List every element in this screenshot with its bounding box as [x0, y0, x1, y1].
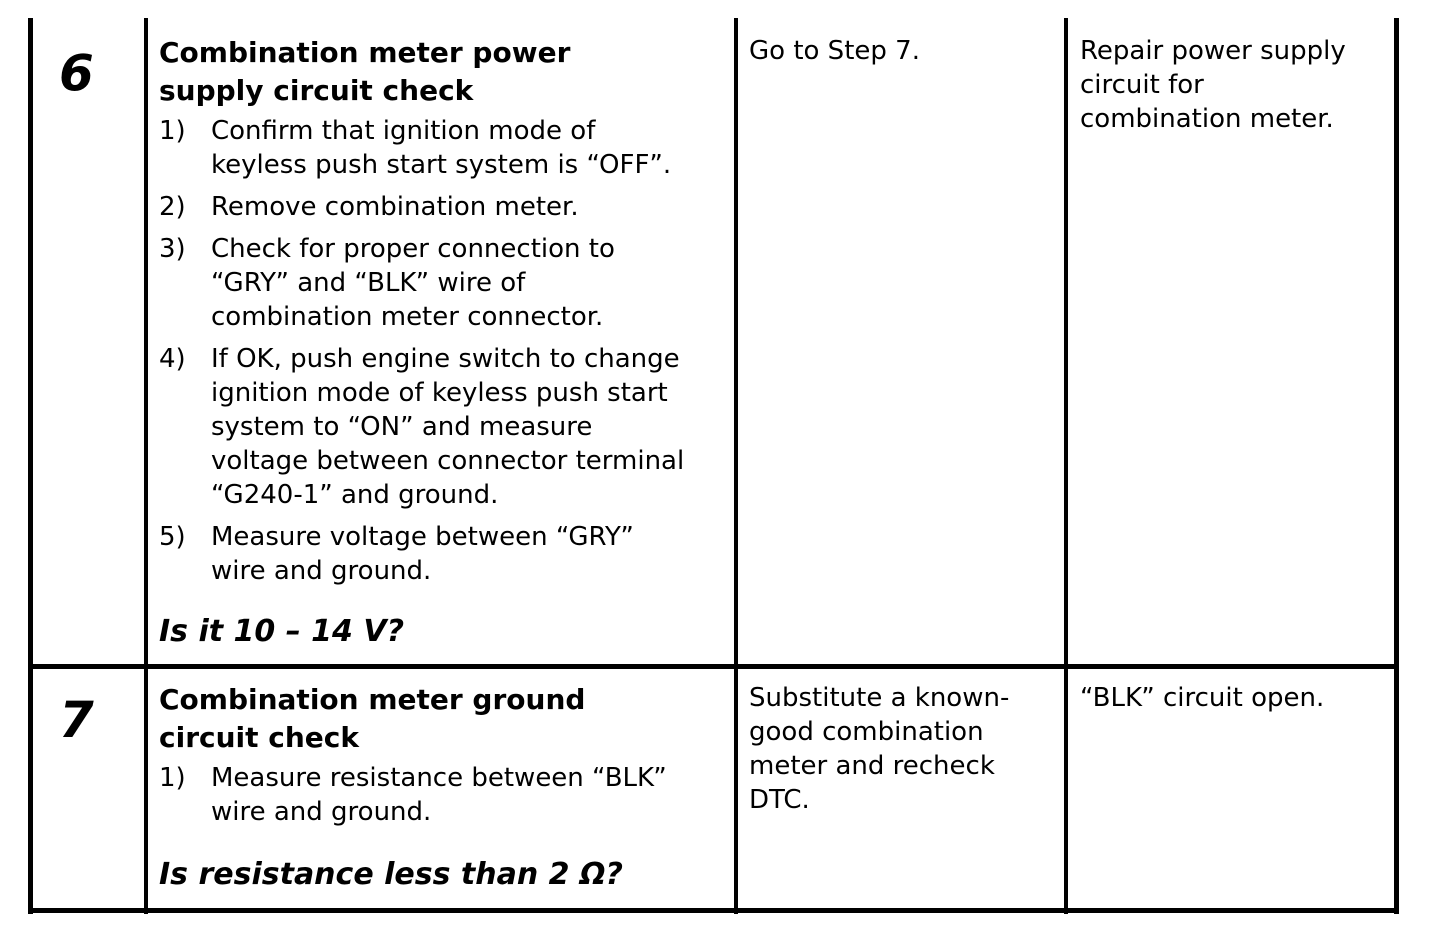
step-number: 6	[59, 44, 94, 102]
no-action-cell: “BLK” circuit open.	[1080, 683, 1325, 713]
list-item: 4) If OK, push engine switch to change ignition mode of keyless push start system to “ON” and measure voltage between connector terminal “G240-1” and ground.	[159, 344, 685, 510]
yes-action-cell: Substitute a known- good combination meter and recheck DTC.	[749, 683, 1010, 815]
procedure-list	[159, 761, 728, 829]
list-item: 3) Check for proper connection to “GRY” and “BLK” wire of combination meter connector.	[159, 234, 615, 332]
action-cell	[148, 18, 734, 664]
table-border-bottom	[28, 908, 1399, 913]
check-question: Is resistance less than 2 Ω?	[159, 857, 623, 892]
table-border-right	[1394, 18, 1399, 914]
check-question: Is it 10 – 14 V?	[159, 614, 404, 649]
list-item: 1) Measure resistance between “BLK” wire and ground.	[159, 763, 667, 827]
list-item: 1) Confirm that ignition mode of keyless push start system is “OFF”.	[159, 116, 672, 180]
step-title: Combination meter ground circuit check	[159, 683, 586, 754]
procedure-list	[159, 114, 728, 588]
troubleshooting-table	[28, 18, 1400, 914]
step-title: Combination meter power supply circuit check	[159, 36, 571, 107]
list-item: 2) Remove combination meter.	[159, 192, 579, 222]
step-number-cell	[33, 669, 144, 908]
step-number: 7	[59, 691, 94, 749]
step-number-cell	[33, 18, 144, 664]
list-item: 5) Measure voltage between “GRY” wire and ground.	[159, 522, 634, 586]
no-action-cell: Repair power supply circuit for combination meter.	[1080, 36, 1346, 134]
action-cell	[148, 669, 734, 908]
yes-action-cell: Go to Step 7.	[749, 36, 920, 66]
